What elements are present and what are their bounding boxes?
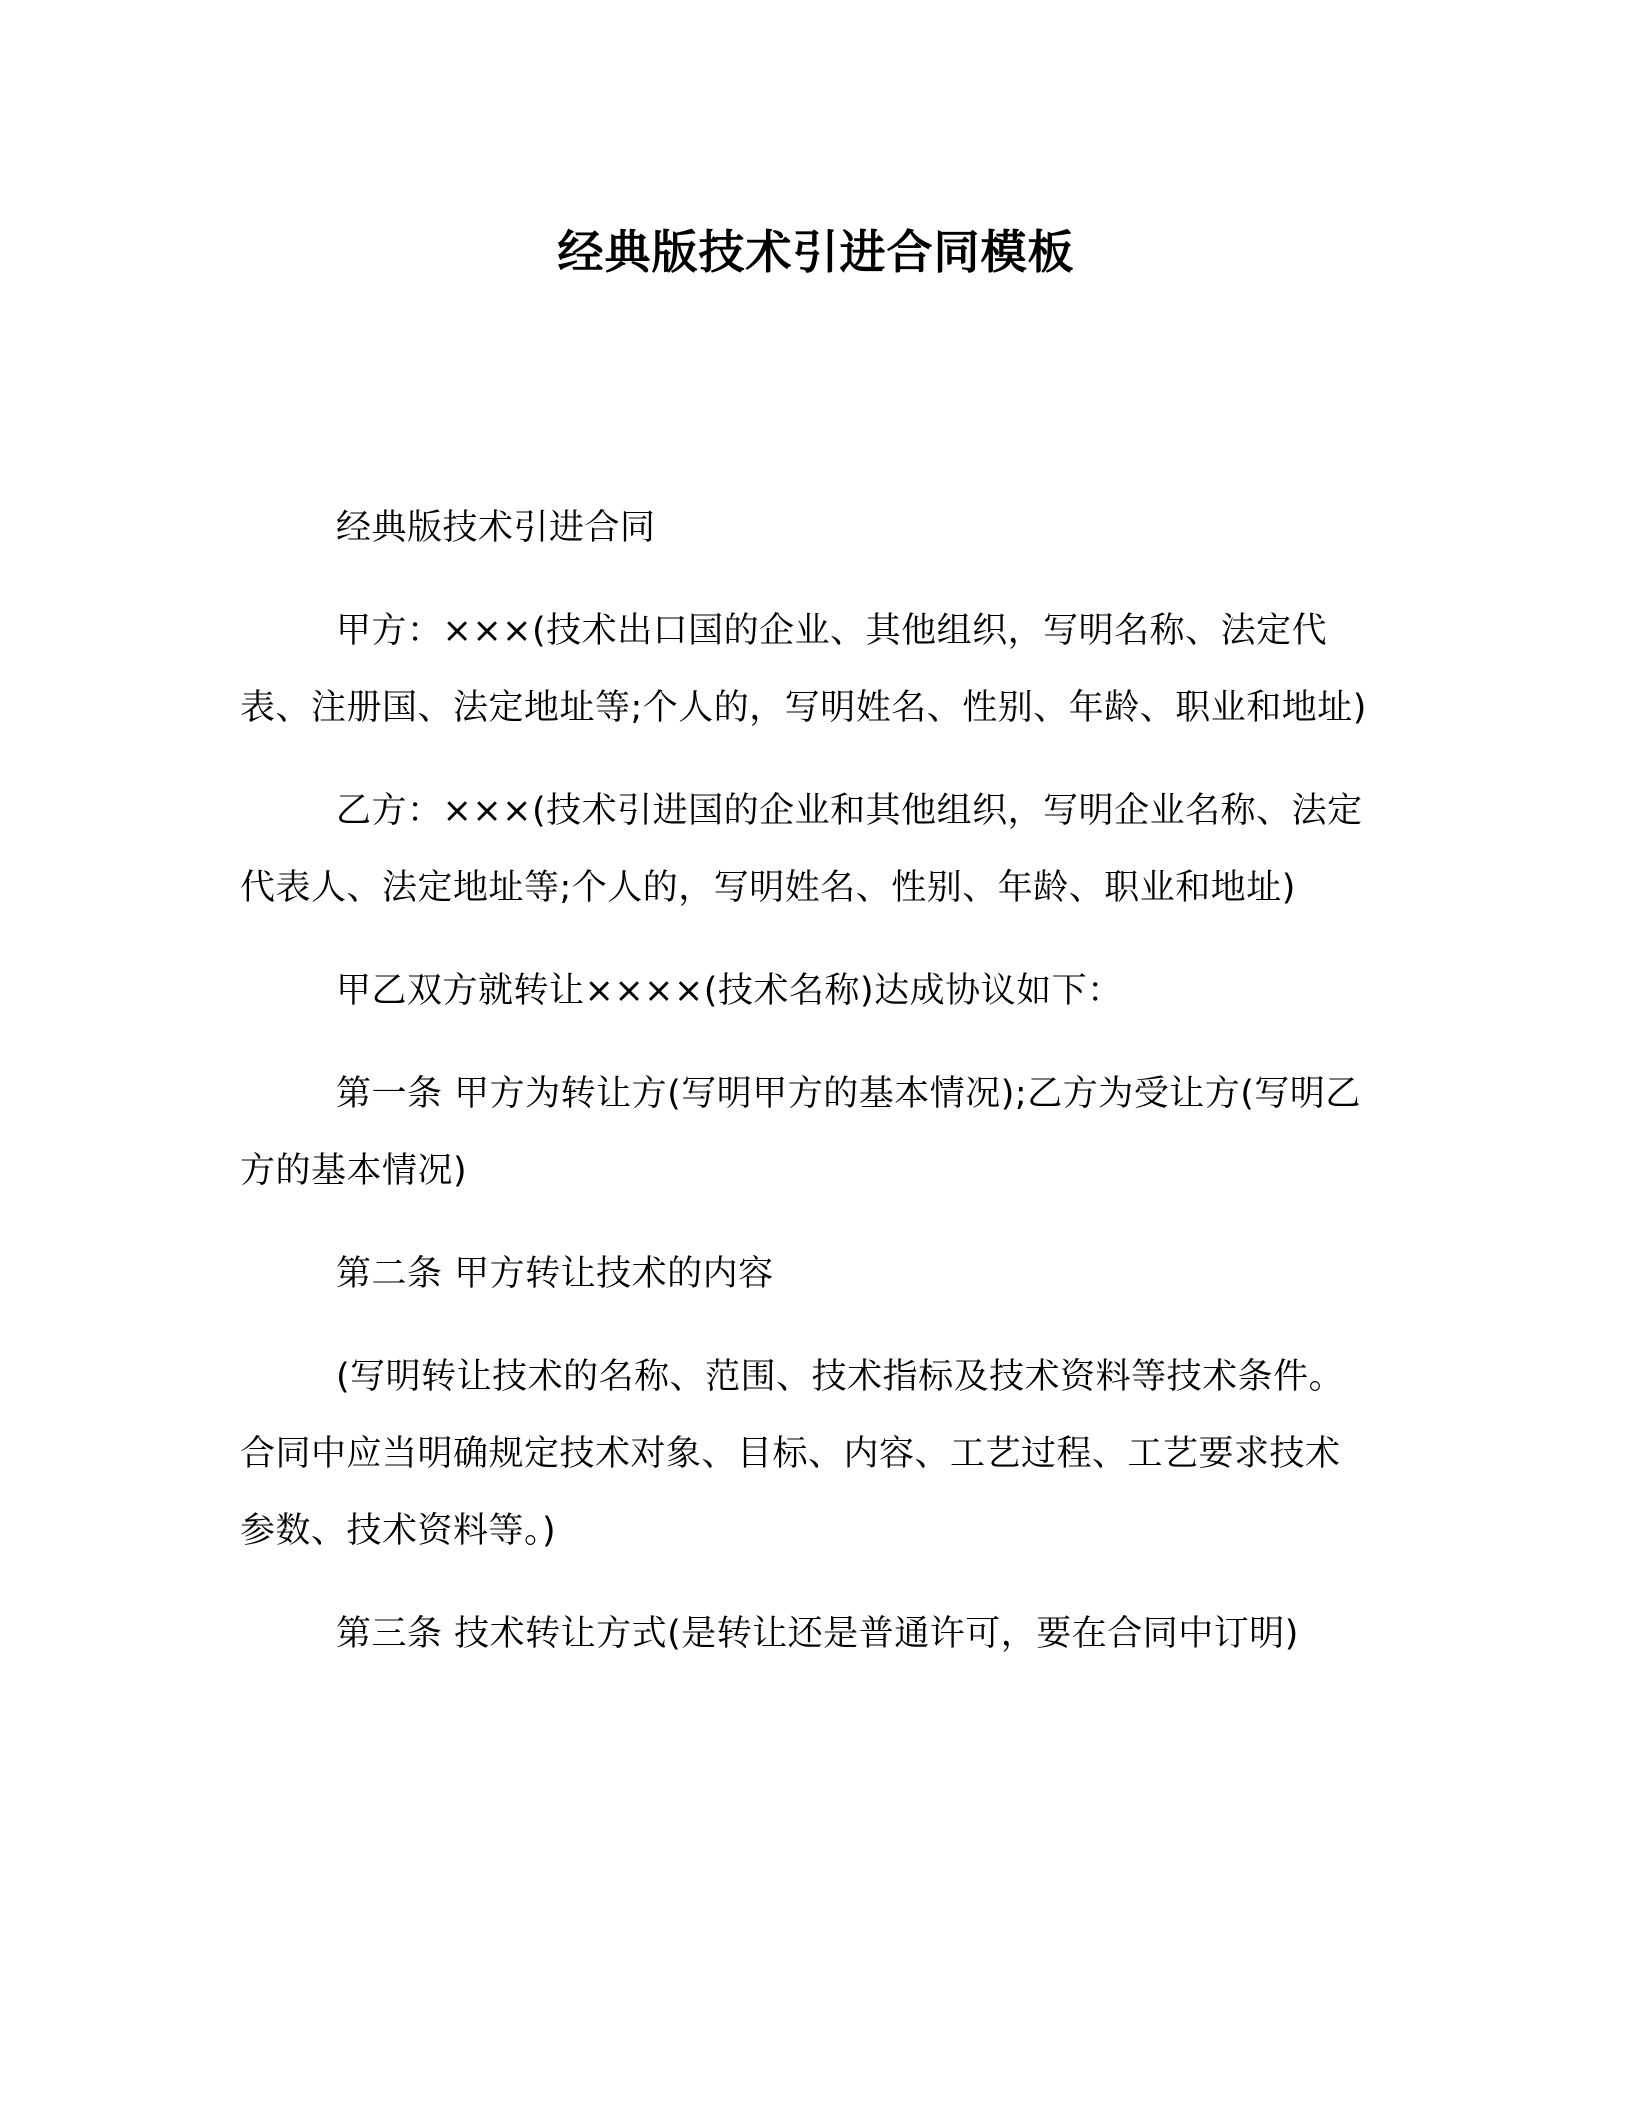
agreement-intro-paragraph: 甲乙双方就转让××××(技术名称)达成协议如下： xyxy=(336,971,1123,1011)
article-2-heading: 第二条 甲方转让技术的内容 xyxy=(336,1254,774,1294)
contract-subtitle: 经典版技术引进合同 xyxy=(336,508,656,548)
party-b-paragraph: 乙方：×××(技术引进国的企业和其他组织，写明企业名称、法定代表人、法定地址等;个人的，写明姓名、性别、年龄、职业和地址) xyxy=(240,791,1363,908)
article-1-paragraph: 第一条 甲方为转让方(写明甲方的基本情况);乙方为受让方(写明乙方的基本情况) xyxy=(240,1074,1361,1191)
article-2-detail-paragraph: (写明转让技术的名称、范围、技术指标及技术资料等技术条件。合同中应当明确规定技术对象、目标、内容、工艺过程、工艺要求技术参数、技术资料等。) xyxy=(240,1357,1345,1551)
document-title: 经典版技术引进合同模板 xyxy=(557,225,1075,279)
article-3-paragraph: 第三条 技术转让方式(是转让还是普通许可，要在合同中订明) xyxy=(336,1614,1299,1654)
document-body xyxy=(240,490,1370,1699)
party-a-paragraph: 甲方：×××(技术出口国的企业、其他组织，写明名称、法定代表、注册国、法定地址等;个人的，写明姓名、性别、年龄、职业和地址) xyxy=(240,611,1367,728)
